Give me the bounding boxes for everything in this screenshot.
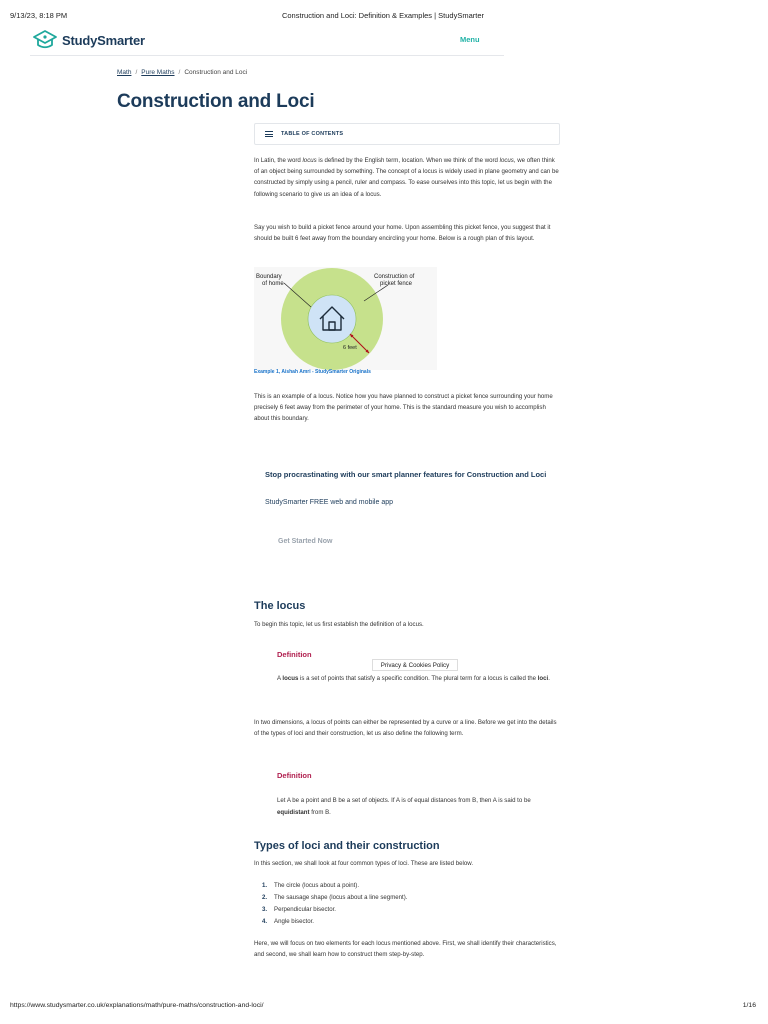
loci-types-list [262, 880, 407, 928]
list-item: 2. The sausage shape (locus about a line segment). [262, 894, 408, 901]
privacy-cookies-policy-button[interactable]: Privacy & Cookies Policy [372, 659, 458, 671]
boundary-label-line-2: of home [262, 281, 284, 287]
brand-name: StudySmarter [62, 32, 145, 48]
fence-label-line-2: picket fence [380, 281, 413, 287]
cta-title: Stop procrastinating with our smart planner features for Construction and Loci [265, 470, 547, 479]
menu-button[interactable]: Menu [460, 35, 480, 44]
locus-example-figure [254, 267, 437, 370]
section-heading-types-of-loci: Types of loci and their construction [254, 840, 440, 852]
locus-definition: A locus is a set of points that satisfy a specific condition. The plural term for a locus is called the loci. [277, 675, 550, 682]
list-icon [265, 131, 273, 137]
get-started-button[interactable]: Get Started Now [278, 538, 333, 545]
breadcrumb-pure-maths-link[interactable]: Pure Maths [141, 69, 175, 76]
site-header [30, 28, 504, 56]
figure-caption: Example 1, Aishah Amri - StudySmarter Originals [254, 369, 371, 375]
print-header [10, 11, 756, 21]
types-outro: Here, we will focus on two elements for each locus mentioned above. First, we shall identify their characteristics, and second, we shall learn how to construct them step-by-step. [254, 940, 557, 959]
after-figure-paragraph: This is an example of a locus. Notice how you have planned to construct a picket fence surrounding your home precisely 6 feet away from the perimeter of your home. This is the standard measure you wish to accomplish about this boundary. [254, 393, 553, 423]
intro-paragraph-2: Say you wish to build a picket fence around your home. Upon assembling this picket fence, you suggest that it should be built 6 feet away from the boundary encircling your home. Below is a rough plan of this layout. [254, 224, 551, 243]
breadcrumb-math-link[interactable]: Math [117, 69, 132, 76]
locus-intro: To begin this topic, let us first establish the definition of a locus. [254, 621, 424, 628]
distance-label: 6 feet [343, 345, 357, 351]
definition-label: Definition [277, 771, 312, 780]
graduation-cap-icon [33, 28, 57, 52]
types-intro: In this section, we shall look at four common types of loci. These are listed below. [254, 860, 474, 867]
section-heading-the-locus: The locus [254, 600, 306, 612]
toc-label: TABLE OF CONTENTS [281, 131, 344, 137]
fence-label-line-1: Construction of [374, 274, 415, 280]
definition-label: Definition [277, 650, 312, 659]
locus-representation-paragraph: In two dimensions, a locus of points can either be represented by a curve or a line. Before we get into the details of the types of loci and their construction, let us also define the following term. [254, 719, 557, 738]
list-item: 4. Angle bisector. [262, 918, 314, 925]
list-item: 3. Perpendicular bisector. [262, 906, 336, 913]
print-url: https://www.studysmarter.co.uk/explanations/math/pure-maths/construction-and-loci/ [10, 1002, 264, 1009]
cta-subtitle: StudySmarter FREE web and mobile app [265, 499, 394, 506]
breadcrumb-separator: / [178, 69, 181, 76]
equidistant-definition: Let A be a point and B be a set of objects. If A is of equal distances from B, then A is said to be equidistant from B. [277, 797, 531, 816]
breadcrumb-current: Construction and Loci [184, 69, 248, 76]
intro-paragraph-1: In Latin, the word locus is defined by the English term, location. When we think of the word locus, we often think of an object being surrounded by something. The concept of a locus is widely used in plane geometry and can be constructed by simply using a pencil, ruler and compass. To ease ourselves into this topic, let us begin with the following scenario to give us an idea of a locus. [254, 157, 559, 198]
print-datetime: 9/13/23, 8:18 PM [10, 11, 68, 20]
fence-diagram [254, 267, 437, 370]
print-page-number: 1/16 [742, 1002, 756, 1009]
table-of-contents-toggle[interactable] [254, 123, 560, 145]
page-title: Construction and Loci [117, 91, 315, 112]
print-document-title: Construction and Loci: Definition & Examples | StudySmarter [281, 11, 485, 20]
home-boundary-circle [308, 295, 356, 343]
studysmarter-logo[interactable] [33, 28, 145, 52]
print-footer [10, 1002, 756, 1012]
breadcrumb [117, 69, 247, 76]
breadcrumb-separator: / [135, 69, 138, 76]
boundary-label-line-1: Boundary [256, 274, 282, 280]
list-item: 1. The circle (locus about a point). [262, 882, 360, 889]
